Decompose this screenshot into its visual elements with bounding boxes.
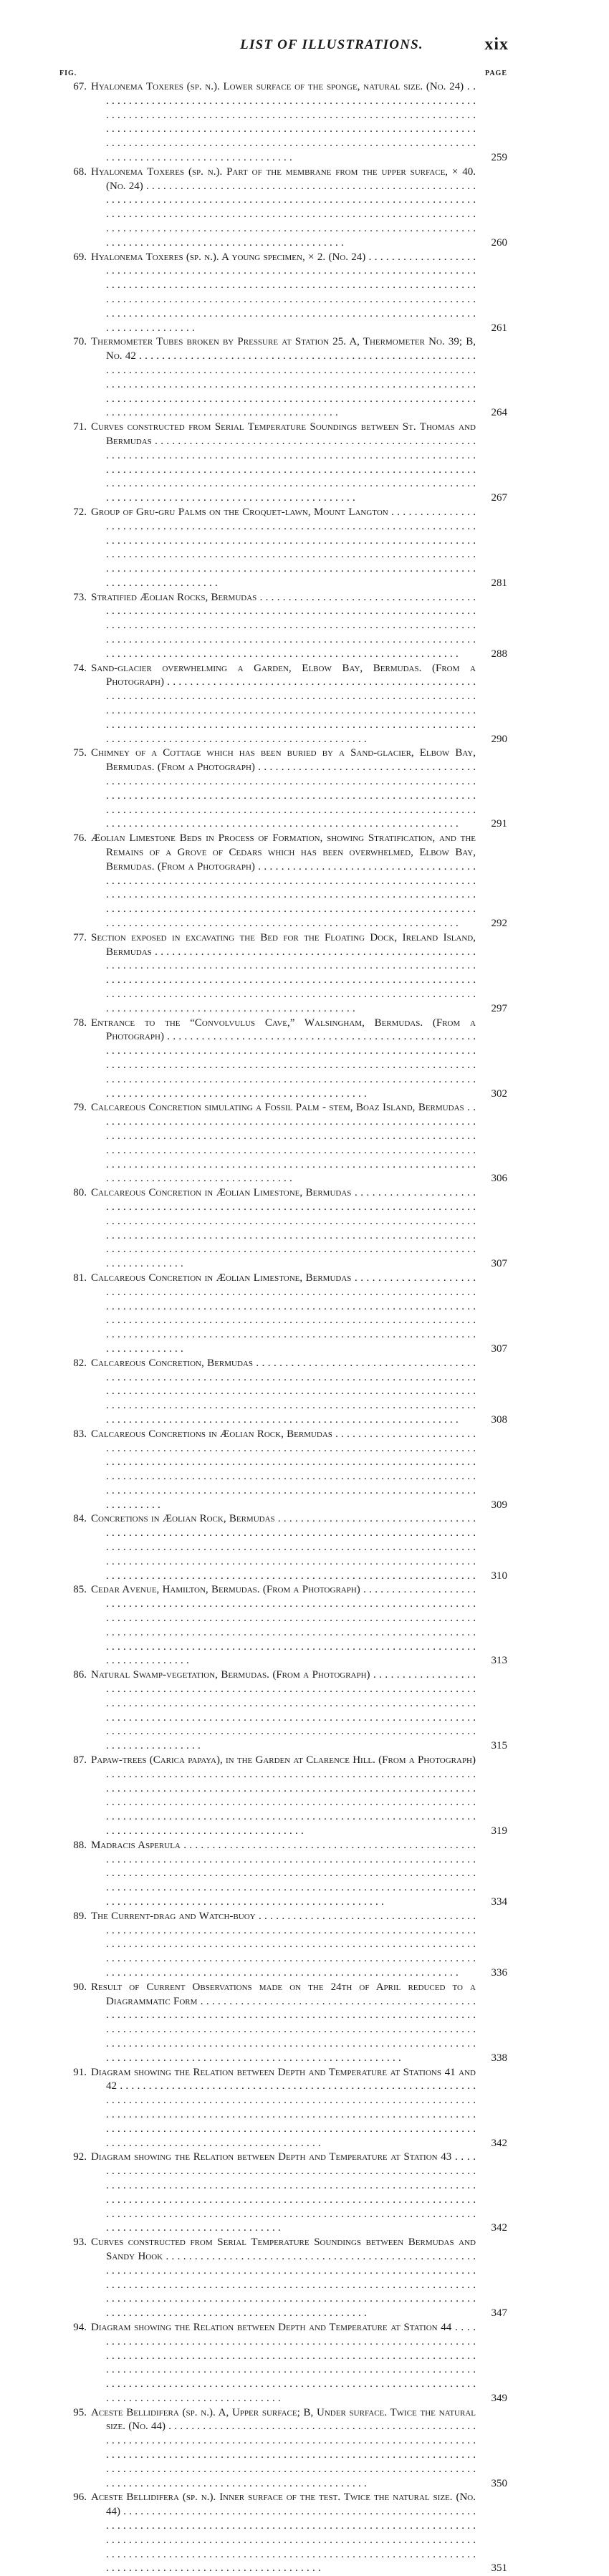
list-item	[59, 832, 507, 931]
figure-number: 80.	[73, 1187, 87, 1199]
list-item	[59, 420, 507, 506]
figure-page-number: 290	[476, 733, 507, 747]
figure-page-number: 308	[476, 1413, 507, 1428]
figure-number: 70.	[73, 336, 87, 348]
figure-page-number: 334	[476, 1895, 507, 1910]
list-item	[59, 2321, 507, 2406]
list-item	[59, 1357, 507, 1428]
figure-page-number: 350	[476, 2477, 507, 2491]
fig-column-label: FIG.	[59, 69, 77, 77]
list-item	[59, 1017, 507, 1102]
list-item	[59, 1512, 507, 1583]
figure-caption: Chimney of a Cottage which has been buried by a Sand-glacier, Elbow Bay, Bermudas. (From a Photograph) . . .	[106, 746, 476, 832]
figure-caption: Diagram showing the Relation between Depth and Temperature at Station 44 . . .	[106, 2321, 476, 2406]
list-item	[59, 80, 507, 165]
figure-page-number: 306	[476, 1172, 507, 1186]
list-item	[59, 591, 507, 662]
figure-page-number: 261	[476, 322, 507, 336]
list-item	[59, 1428, 507, 1513]
figure-number: 95.	[73, 2406, 87, 2418]
figure-caption: Section exposed in excavating the Bed for the Floating Dock, Ireland Island, Bermudas . . .	[106, 931, 476, 1017]
figure-page-number: 313	[476, 1654, 507, 1668]
figure-page-number: 292	[476, 917, 507, 931]
list-item	[59, 1981, 507, 2066]
figure-caption: Thermometer Tubes broken by Pressure at Station 25. A, Thermometer No. 39; B, No. 42 . . .	[106, 335, 476, 420]
figure-number: 81.	[73, 1272, 87, 1284]
figure-page-number: 281	[476, 577, 507, 591]
figure-number: 92.	[73, 2151, 87, 2163]
figure-page-number: 338	[476, 2052, 507, 2066]
figure-caption: Hyalonema Toxeres (sp. n.). Lower surface of the sponge, natural size. (No. 24) . . .	[106, 80, 476, 165]
figure-page-number: 260	[476, 236, 507, 251]
figure-page-number: 302	[476, 1087, 507, 1102]
figure-page-number: 347	[476, 2307, 507, 2321]
figure-number: 83.	[73, 1428, 87, 1440]
figure-caption: Stratified Æolian Rocks, Bermudas . . .	[106, 591, 476, 662]
figure-caption: Curves constructed from Serial Temperature Soundings between Bermudas and Sandy Hook . . .	[106, 2236, 476, 2321]
figure-number: 96.	[73, 2491, 87, 2504]
list-item	[59, 662, 507, 747]
figure-page-number: 342	[476, 2221, 507, 2236]
figure-caption: Calcareous Concretion, Bermudas . . .	[106, 1357, 476, 1428]
page-title: LIST OF ILLUSTRATIONS.	[240, 37, 423, 52]
figure-number: 89.	[73, 1910, 87, 1922]
list-item	[59, 1583, 507, 1668]
column-headers	[59, 69, 507, 80]
figure-caption: Cedar Avenue, Hamilton, Bermudas. (From a Photograph) . . .	[106, 1583, 476, 1668]
page-number: xix	[484, 35, 509, 54]
figure-page-number: 351	[476, 2562, 507, 2576]
figure-page-number: 336	[476, 1966, 507, 1981]
figure-number: 94.	[73, 2321, 87, 2333]
figure-number: 72.	[73, 506, 87, 518]
figure-caption: Calcareous Concretion in Æolian Limestone, Bermudas . . .	[106, 1186, 476, 1272]
list-item	[59, 251, 507, 336]
list-item	[59, 1272, 507, 1357]
figure-number: 87.	[73, 1754, 87, 1767]
figure-caption: Diagram showing the Relation between Depth and Temperature at Station 43 . . .	[106, 2150, 476, 2236]
figure-number: 71.	[73, 421, 87, 433]
figure-caption: Entrance to the “Convolvulus Cave,” Walsingham, Bermudas. (From a Photograph) . . .	[106, 1017, 476, 1102]
page-column-label: PAGE	[484, 69, 507, 77]
list-item	[59, 2150, 507, 2236]
figure-number: 82.	[73, 1357, 87, 1369]
list-item	[59, 2491, 507, 2576]
figure-caption: Natural Swamp-vegetation, Bermudas. (From a Photograph) . . .	[106, 1668, 476, 1754]
figure-caption: Calcareous Concretions in Æolian Rock, Bermudas . . .	[106, 1428, 476, 1513]
figure-caption: Æolian Limestone Beds in Process of Formation, showing Stratification, and the Remains of a Grove of Cedars which has been overwhelmed, Elbow Bay, Bermudas. (From a Photograph) . . .	[106, 832, 476, 931]
figure-number: 74.	[73, 662, 87, 674]
list-item	[59, 2406, 507, 2491]
figure-number: 78.	[73, 1017, 87, 1029]
figure-caption: Calcareous Concretion in Æolian Limestone, Bermudas . . .	[106, 1272, 476, 1357]
figure-number: 84.	[73, 1513, 87, 1525]
list-item	[59, 1101, 507, 1186]
figure-caption: The Current-drag and Watch-buoy . . .	[106, 1910, 476, 1981]
figure-number: 79.	[73, 1102, 87, 1114]
figure-page-number: 315	[476, 1739, 507, 1754]
list-item	[59, 1839, 507, 1910]
figure-caption: Result of Current Observations made on the 24th of April reduced to a Diagrammatic Form . . .	[106, 1981, 476, 2066]
figure-number: 76.	[73, 832, 87, 845]
figure-number: 68.	[73, 165, 87, 178]
list-item	[59, 165, 507, 251]
running-head	[59, 37, 507, 56]
figure-number: 75.	[73, 747, 87, 759]
figure-page-number: 264	[476, 406, 507, 420]
figure-page-number: 297	[476, 1002, 507, 1017]
figure-page-number: 309	[476, 1499, 507, 1513]
figure-caption: Aceste Bellidifera (sp. n.). A, Upper surface; B, Under surface. Twice the natural size. (No. 44) . . .	[106, 2406, 476, 2491]
figure-caption: Concretions in Æolian Rock, Bermudas . . .	[106, 1512, 476, 1583]
figure-page-number: 349	[476, 2392, 507, 2406]
list-item	[59, 506, 507, 591]
figure-number: 88.	[73, 1839, 87, 1851]
list-item	[59, 746, 507, 832]
figure-caption: Calcareous Concretion simulating a Fossil Palm - stem, Boaz Island, Bermudas . . .	[106, 1101, 476, 1186]
figure-page-number: 342	[476, 2137, 507, 2151]
figure-page-number: 319	[476, 1825, 507, 1839]
list-item	[59, 1754, 507, 1839]
figure-page-number: 259	[476, 151, 507, 165]
list-item	[59, 1186, 507, 1272]
figure-number: 77.	[73, 931, 87, 943]
figure-number: 93.	[73, 2236, 87, 2249]
list-item	[59, 2236, 507, 2321]
figure-number: 69.	[73, 251, 87, 263]
figure-caption: Madracis Asperula . . .	[106, 1839, 476, 1910]
figure-caption: Curves constructed from Serial Temperature Soundings between St. Thomas and Bermudas . . .	[106, 420, 476, 506]
figure-page-number: 267	[476, 491, 507, 506]
figure-caption: Papaw-trees (Carica papaya), in the Garden at Clarence Hill. (From a Photograph) . . .	[106, 1754, 476, 1839]
figure-number: 91.	[73, 2066, 87, 2078]
figure-page-number: 310	[476, 1570, 507, 1584]
list-item	[59, 335, 507, 420]
list-item	[59, 931, 507, 1017]
figure-caption: Diagram showing the Relation between Depth and Temperature at Stations 41 and 42 . . .	[106, 2066, 476, 2151]
figure-number: 90.	[73, 1981, 87, 1993]
illustration-list	[59, 80, 507, 2576]
list-item	[59, 2066, 507, 2151]
figure-page-number: 291	[476, 817, 507, 832]
figure-caption: Aceste Bellidifera (sp. n.). Inner surface of the test. Twice the natural size. (No. 44) . . .	[106, 2491, 476, 2576]
figure-number: 67.	[73, 81, 87, 92]
figure-caption: Group of Gru-gru Palms on the Croquet-lawn, Mount Langton . . .	[106, 506, 476, 591]
list-item	[59, 1910, 507, 1981]
figure-caption: Sand-glacier overwhelming a Garden, Elbow Bay, Bermudas. (From a Photograph) . . .	[106, 662, 476, 747]
figure-page-number: 288	[476, 648, 507, 662]
list-item	[59, 1668, 507, 1754]
figure-caption: Hyalonema Toxeres (sp. n.). A young specimen, × 2. (No. 24) . . .	[106, 251, 476, 336]
figure-page-number: 307	[476, 1257, 507, 1272]
figure-number: 85.	[73, 1584, 87, 1596]
figure-number: 73.	[73, 591, 87, 603]
figure-number: 86.	[73, 1669, 87, 1681]
figure-page-number: 307	[476, 1342, 507, 1357]
figure-caption: Hyalonema Toxeres (sp. n.). Part of the membrane from the upper surface, × 40. (No. 24) . . .	[106, 165, 476, 251]
